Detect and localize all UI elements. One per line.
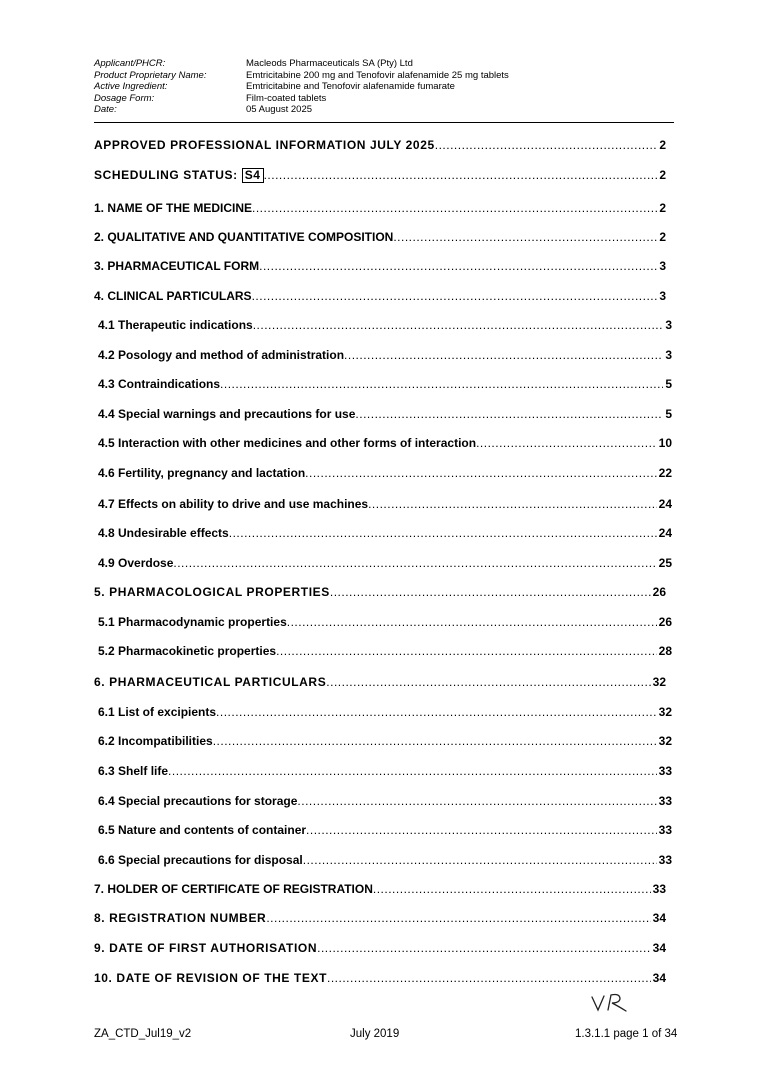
toc-entry-page: 5 [665, 407, 672, 421]
header-label: Date: [94, 104, 117, 116]
scheduling-badge: S4 [242, 168, 264, 183]
toc-entry-section-4-3[interactable] [98, 376, 672, 392]
toc-entry-section-6-4[interactable] [98, 793, 672, 809]
handwritten-initials-signature [590, 992, 630, 1014]
toc-entry-section-4-1[interactable] [98, 317, 672, 333]
header-row-date [94, 104, 674, 116]
toc-entry-page: 24 [658, 526, 672, 540]
toc-entry-title: 10. DATE OF REVISION OF THE TEXT [94, 971, 328, 985]
toc-entry-title: APPROVED PROFESSIONAL INFORMATION JULY 2025 [94, 138, 435, 152]
toc-entry-section-4-7[interactable] [98, 496, 672, 512]
footer-page-number: 1.3.1.1 page 1 of 34 [575, 1028, 678, 1040]
header-label: Product Proprietary Name: [94, 69, 207, 81]
toc-entry-section-5-1[interactable] [98, 614, 672, 630]
toc-entry-page: 3 [659, 289, 666, 303]
toc-entry-title: 5.1 Pharmacodynamic properties [98, 615, 287, 629]
toc-entry-page: 2 [659, 138, 666, 152]
toc-entry-title: 4.2 Posology and method of administration [98, 348, 345, 362]
toc-entry-page: 24 [658, 497, 672, 511]
toc-entry-title: 8. REGISTRATION NUMBER [94, 911, 267, 925]
toc-entry-section-6-6[interactable] [98, 852, 672, 868]
toc-entry-title: 4.9 Overdose [98, 556, 174, 570]
header-label: Dosage Form: [94, 92, 155, 104]
header-divider [94, 122, 674, 123]
toc-entry-section-7[interactable] [94, 881, 666, 897]
toc-entry-title: 6.1 List of excipients [98, 705, 217, 719]
toc-entry-section-9[interactable] [94, 940, 666, 956]
toc-entry-page: 33 [658, 764, 672, 778]
toc-entry-section-6-3[interactable] [98, 763, 672, 779]
toc-entry-page: 34 [652, 941, 666, 955]
toc-entry-title: 4.7 Effects on ability to drive and use machines [98, 497, 369, 511]
toc-entry-title: SCHEDULING STATUS: S4 [94, 167, 264, 183]
toc-entry-section-5-2[interactable] [98, 643, 672, 659]
toc-entry-title: 4.8 Undesirable effects [98, 526, 229, 540]
toc-entry-page: 3 [659, 259, 666, 273]
toc-entry-page: 33 [658, 853, 672, 867]
toc-entry-title: 9. DATE OF FIRST AUTHORISATION [94, 941, 318, 955]
toc-entry-title: 4.5 Interaction with other medicines and other forms of interaction [98, 436, 477, 450]
header-row-applicant [94, 58, 674, 70]
toc-entry-page: 33 [658, 794, 672, 808]
toc-entry-section-4-8[interactable] [98, 525, 672, 541]
toc-entry-page: 32 [658, 705, 672, 719]
toc-entry-page: 3 [665, 318, 672, 332]
footer-doc-code: ZA_CTD_Jul19_v2 [94, 1028, 192, 1040]
toc-entry-title: 5. PHARMACOLOGICAL PROPERTIES [94, 585, 330, 599]
toc-entry-title: 5.2 Pharmacokinetic properties [98, 644, 277, 658]
toc-entry-section-2[interactable] [94, 229, 666, 245]
toc-entry-title: 4.3 Contraindications [98, 377, 221, 391]
footer-date: July 2019 [350, 1028, 400, 1040]
toc-entry-section-6[interactable] [94, 674, 666, 690]
toc-entry-section-4-9[interactable] [98, 555, 672, 571]
toc-entry-page: 33 [658, 823, 672, 837]
toc-entry-page: 32 [652, 675, 666, 689]
toc-entry-section-4-4[interactable] [98, 406, 672, 422]
document-header [94, 58, 674, 116]
toc-entry-title: 4.4 Special warnings and precautions for use [98, 407, 356, 421]
toc-entry-section-8[interactable] [94, 910, 666, 926]
toc-entry-section-3[interactable] [94, 258, 666, 274]
header-row-dosage-form [94, 93, 674, 105]
toc-entry-section-4[interactable] [94, 288, 666, 304]
header-value: Emtricitabine and Tenofovir alafenamide fumarate [246, 81, 455, 93]
toc-entry-title: 4.6 Fertility, pregnancy and lactation [98, 466, 306, 480]
toc-entry-page: 5 [665, 377, 672, 391]
header-value: Macleods Pharmaceuticals SA (Pty) Ltd [246, 58, 413, 69]
toc-entry-title: 7. HOLDER OF CERTIFICATE OF REGISTRATION [94, 882, 373, 896]
toc-entry-page: 26 [652, 585, 666, 599]
toc-entry-page: 2 [659, 168, 666, 182]
toc-entry-page: 26 [658, 615, 672, 629]
toc-entry-approved-pi[interactable] [94, 137, 666, 153]
toc-entry-section-4-6[interactable] [98, 465, 672, 481]
toc-entry-section-6-1[interactable] [98, 704, 672, 720]
toc-entry-title: 3. PHARMACEUTICAL FORM [94, 259, 260, 273]
toc-entry-page: 2 [659, 230, 666, 244]
header-row-active-ingredient [94, 81, 674, 93]
toc-entry-section-4-2[interactable] [98, 347, 672, 363]
toc-entry-title: 1. NAME OF THE MEDICINE [94, 201, 253, 215]
toc-entry-section-5[interactable] [94, 584, 666, 600]
toc-entry-page: 33 [652, 882, 666, 896]
toc-entry-page: 34 [652, 911, 666, 925]
header-row-product-name [94, 70, 674, 82]
toc-entry-title: 4.1 Therapeutic indications [98, 318, 253, 332]
toc-entry-scheduling-status[interactable] [94, 167, 666, 183]
toc-entry-title: 6.6 Special precautions for disposal [98, 853, 303, 867]
toc-entry-section-1[interactable] [94, 200, 666, 216]
toc-entry-page: 3 [665, 348, 672, 362]
toc-entry-page: 22 [658, 466, 672, 480]
toc-entry-title: 6. PHARMACEUTICAL PARTICULARS [94, 675, 327, 689]
toc-entry-page: 28 [658, 644, 672, 658]
header-value: Emtricitabine 200 mg and Tenofovir alafenamide 25 mg tablets [246, 69, 509, 81]
toc-entry-title: 4. CLINICAL PARTICULARS [94, 289, 252, 303]
toc-entry-title: 6.4 Special precautions for storage [98, 794, 298, 808]
toc-entry-title: 6.2 Incompatibilities [98, 734, 213, 748]
toc-entry-page: 10 [658, 436, 672, 450]
toc-entry-section-10[interactable] [94, 970, 666, 986]
toc-entry-section-6-2[interactable] [98, 733, 672, 749]
toc-entry-title: 2. QUALITATIVE AND QUANTITATIVE COMPOSITION [94, 230, 394, 244]
toc-entry-page: 2 [659, 201, 666, 215]
toc-entry-page: 34 [652, 971, 666, 985]
toc-entry-page: 25 [658, 556, 672, 570]
header-label: Applicant/PHCR: [94, 58, 166, 69]
toc-entry-section-4-5[interactable] [98, 435, 672, 451]
header-value: 05 August 2025 [246, 104, 313, 116]
toc-entry-section-6-5[interactable] [98, 822, 672, 838]
header-value: Film-coated tablets [246, 92, 327, 104]
toc-entry-title: 6.3 Shelf life [98, 764, 169, 778]
toc-entry-title: 6.5 Nature and contents of container [98, 823, 307, 837]
header-label: Active Ingredient: [94, 81, 168, 93]
toc-entry-page: 32 [658, 734, 672, 748]
